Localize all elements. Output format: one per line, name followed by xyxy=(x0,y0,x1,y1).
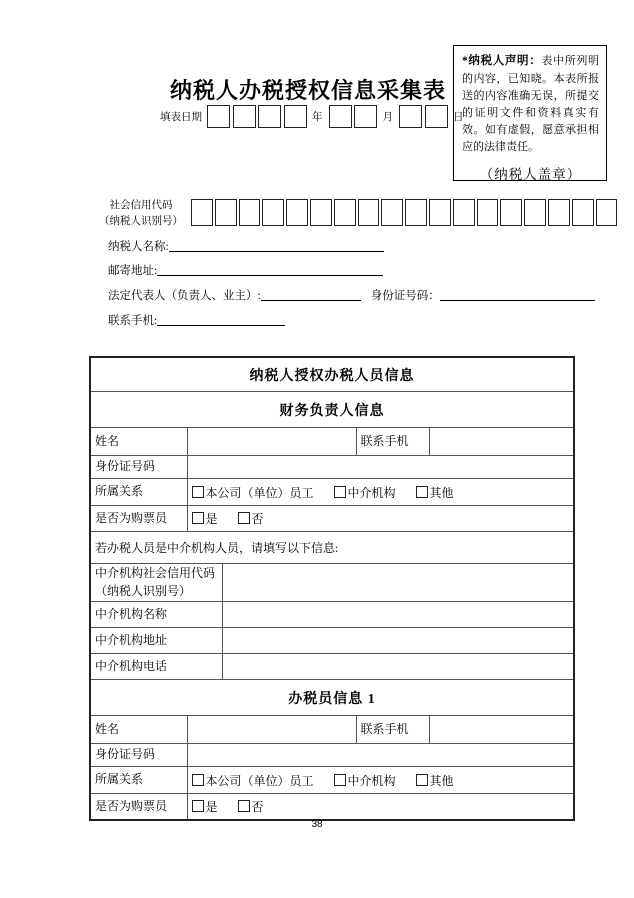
relation-option-agency xyxy=(334,486,396,500)
name-input-cell[interactable] xyxy=(187,428,356,456)
agency-address-label-cell: 中介机构地址 xyxy=(90,628,222,654)
credit-code-boxes xyxy=(191,199,619,226)
credit-code-label-line2: （纳税人识别号） xyxy=(99,215,183,227)
credit-code-label-line1: 社会信用代码 xyxy=(109,200,173,211)
relation-option-other xyxy=(416,486,454,500)
mobile-input-line[interactable] xyxy=(157,313,285,326)
code-digit-box[interactable] xyxy=(453,199,475,226)
taxpayer-name-row xyxy=(108,238,384,254)
legal-rep-input-line[interactable] xyxy=(261,288,361,301)
agency-name-input-cell[interactable] xyxy=(222,602,574,628)
mobile-label: 联系手机: xyxy=(108,315,158,327)
name-label-cell: 姓名 xyxy=(90,716,187,744)
financial-section-header: 财务负责人信息 xyxy=(90,392,574,428)
relation-options-cell xyxy=(187,479,574,506)
date-digit-box[interactable] xyxy=(284,105,307,128)
option-label: 本公司（单位）员工 xyxy=(205,773,314,788)
agency-address-input-cell[interactable] xyxy=(222,628,574,654)
checkbox-icon[interactable] xyxy=(238,512,250,524)
code-digit-box[interactable] xyxy=(286,199,308,226)
code-digit-box[interactable] xyxy=(191,199,213,226)
day-unit-label: 日 xyxy=(453,112,464,123)
id-number-label: 身份证号码： xyxy=(370,290,440,302)
taxpayer-seal-line: （纳税人盖章） xyxy=(479,167,582,183)
code-digit-box[interactable] xyxy=(310,199,332,226)
code-digit-box[interactable] xyxy=(524,199,546,226)
code-digit-box[interactable] xyxy=(500,199,522,226)
agency-credit-code-input-cell[interactable] xyxy=(222,564,574,602)
month-boxes xyxy=(329,105,380,128)
relation-option-agency xyxy=(334,774,396,788)
ticket-buyer-option-no xyxy=(238,800,264,814)
checkbox-icon[interactable] xyxy=(416,774,428,786)
id-input-cell[interactable] xyxy=(187,456,574,479)
option-label: 本公司（单位）员工 xyxy=(205,485,314,500)
id-input-cell[interactable] xyxy=(187,744,574,767)
checkbox-icon[interactable] xyxy=(192,774,204,786)
year-unit-label: 年 xyxy=(312,112,323,123)
ticket-buyer-option-no xyxy=(238,512,264,526)
option-label: 其他 xyxy=(429,773,454,788)
code-digit-box[interactable] xyxy=(548,199,570,226)
checkbox-icon[interactable] xyxy=(192,800,204,812)
code-digit-box[interactable] xyxy=(429,199,451,226)
date-digit-box[interactable] xyxy=(258,105,281,128)
form-title: 纳税人办税授权信息采集表 xyxy=(169,78,446,103)
relation-label-cell: 所属关系 xyxy=(90,479,187,506)
option-label: 否 xyxy=(251,512,264,526)
fill-date-row xyxy=(160,105,470,128)
checkbox-icon[interactable] xyxy=(192,486,204,498)
ticket-buyer-label-cell: 是否为购票员 xyxy=(90,794,187,821)
code-digit-box[interactable] xyxy=(215,199,237,226)
code-digit-box[interactable] xyxy=(358,199,380,226)
agency-credit-code-label-cell: 中介机构社会信用代码（纳税人识别号） xyxy=(90,564,222,602)
mail-address-input-line[interactable] xyxy=(157,263,383,276)
mobile-input-cell[interactable] xyxy=(429,716,574,744)
checkbox-icon[interactable] xyxy=(238,800,250,812)
checkbox-icon[interactable] xyxy=(334,486,346,498)
name-input-cell[interactable] xyxy=(187,716,356,744)
table-main-header: 纳税人授权办税人员信息 xyxy=(90,357,574,392)
relation-label-cell: 所属关系 xyxy=(90,767,187,794)
ticket-buyer-option-yes xyxy=(192,800,218,814)
personnel-info-table xyxy=(89,356,575,821)
option-label: 是 xyxy=(205,512,218,526)
mobile-input-cell[interactable] xyxy=(429,428,574,456)
legal-rep-label: 法定代表人（负责人、业主）: xyxy=(108,290,261,302)
declaration-body: 表中所列明的内容，已知晓。本表所报送的内容准确无误，所提交的证明文件和资料真实有效。如有虚假，愿意承担相应的法律责任。 xyxy=(462,55,600,153)
taxpayer-name-label: 纳税人名称: xyxy=(108,241,169,253)
relation-options-cell xyxy=(187,767,574,794)
declaration-lead: *纳税人声明： xyxy=(462,55,542,67)
year-boxes xyxy=(207,105,309,128)
taxpayer-declaration-box xyxy=(453,45,607,181)
code-digit-box[interactable] xyxy=(262,199,284,226)
option-label: 中介机构 xyxy=(347,773,396,788)
legal-rep-row xyxy=(108,287,595,303)
date-digit-box[interactable] xyxy=(399,105,422,128)
mobile-label-cell: 联系手机 xyxy=(356,716,429,744)
checkbox-icon[interactable] xyxy=(334,774,346,786)
checkbox-icon[interactable] xyxy=(416,486,428,498)
id-label-cell: 身份证号码 xyxy=(90,744,187,767)
credit-code-label xyxy=(92,198,190,230)
mobile-label-cell: 联系手机 xyxy=(356,428,429,456)
code-digit-box[interactable] xyxy=(477,199,499,226)
name-label-cell: 姓名 xyxy=(90,428,187,456)
option-label: 是 xyxy=(205,800,218,814)
relation-option-employee xyxy=(192,486,314,500)
agency-phone-input-cell[interactable] xyxy=(222,654,574,680)
date-digit-box[interactable] xyxy=(207,105,230,128)
ticket-buyer-option-yes xyxy=(192,512,218,526)
mail-address-row xyxy=(108,262,383,278)
taxpayer-name-input-line[interactable] xyxy=(169,239,384,252)
fill-date-label: 填表日期 xyxy=(160,112,202,123)
relation-option-employee xyxy=(192,774,314,788)
date-digit-box[interactable] xyxy=(329,105,352,128)
option-label: 中介机构 xyxy=(347,485,396,500)
code-digit-box[interactable] xyxy=(596,199,618,226)
code-digit-box[interactable] xyxy=(334,199,356,226)
code-digit-box[interactable] xyxy=(572,199,594,226)
officer-section-header: 办税员信息 1 xyxy=(90,680,574,716)
relation-option-other xyxy=(416,774,454,788)
day-boxes xyxy=(399,105,450,128)
date-digit-box[interactable] xyxy=(233,105,256,128)
ticket-buyer-options-cell xyxy=(187,794,574,821)
mobile-row xyxy=(108,312,285,328)
month-unit-label: 月 xyxy=(382,112,393,123)
option-label: 其他 xyxy=(429,485,454,500)
id-number-input-line[interactable] xyxy=(440,288,595,301)
code-digit-box[interactable] xyxy=(405,199,427,226)
ticket-buyer-label-cell: 是否为购票员 xyxy=(90,506,187,532)
checkbox-icon[interactable] xyxy=(192,512,204,524)
id-label-cell: 身份证号码 xyxy=(90,456,187,479)
agency-phone-label-cell: 中介机构电话 xyxy=(90,654,222,680)
agency-name-label-cell: 中介机构名称 xyxy=(90,602,222,628)
page-number: 38 xyxy=(311,819,323,830)
code-digit-box[interactable] xyxy=(239,199,261,226)
mail-address-label: 邮寄地址: xyxy=(108,265,158,277)
option-label: 否 xyxy=(251,800,264,814)
agency-note: 若办税人员是中介机构人员，请填写以下信息: xyxy=(90,532,574,564)
ticket-buyer-options-cell xyxy=(187,506,574,532)
date-digit-box[interactable] xyxy=(354,105,377,128)
code-digit-box[interactable] xyxy=(381,199,403,226)
date-digit-box[interactable] xyxy=(425,105,448,128)
